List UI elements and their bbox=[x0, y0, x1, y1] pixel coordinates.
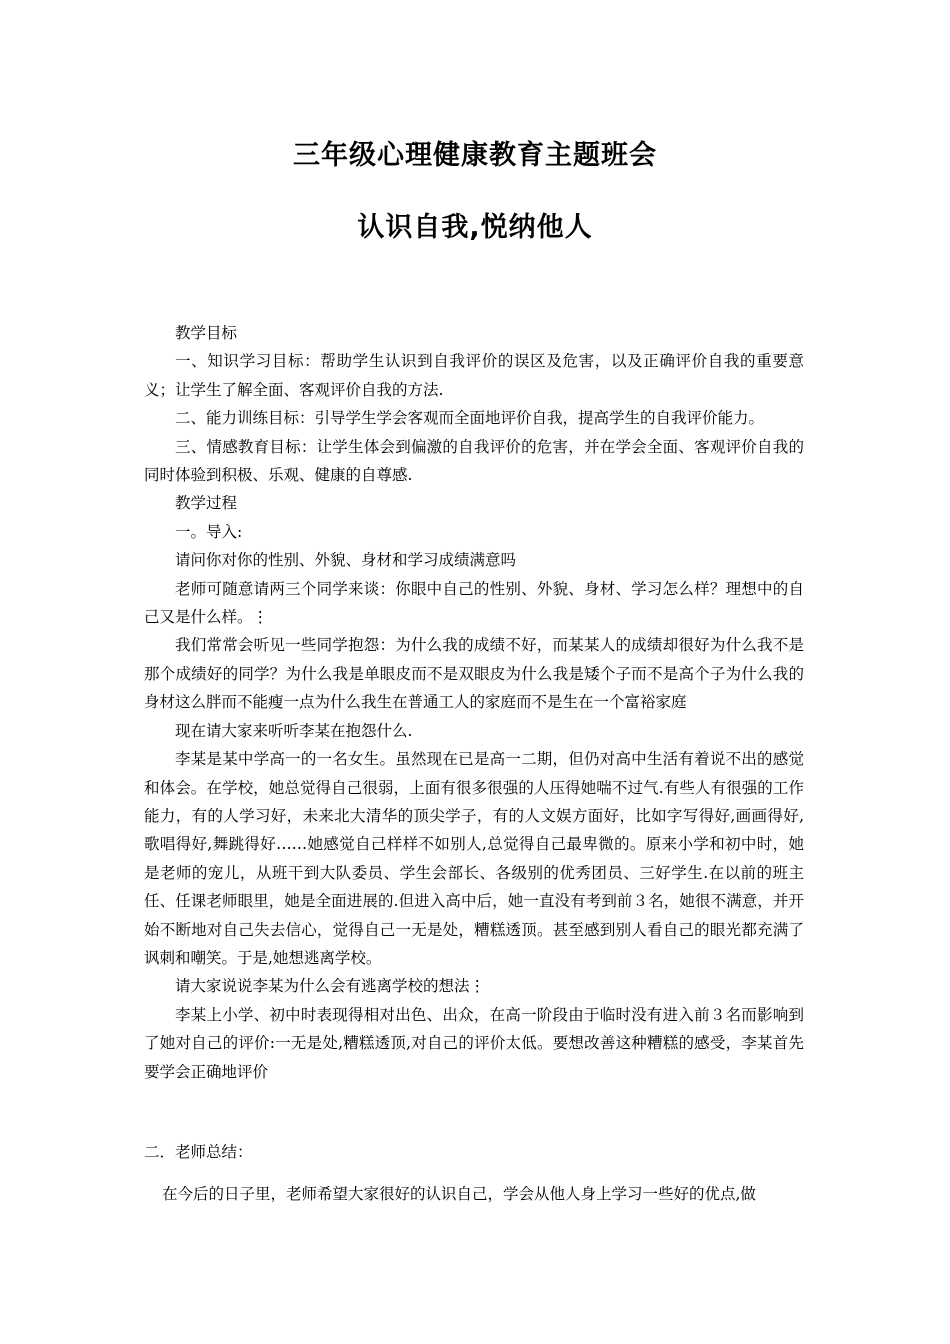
section-heading-teaching-goals: 教学目标 bbox=[175, 324, 238, 342]
paragraph-analysis: 李某上小学、初中时表现得相对出色、出众，在高一阶段由于临时没有进入前３名而影响到了她对自己的评价:一无是处,糟糕透顶,对自己的评价太低。要想改善这种糟糕的感受，李某首先要学会正确地评价 bbox=[144, 1005, 804, 1081]
paragraph-complaints: 我们常常会听见一些同学抱怨：为什么我的成绩不好，而某某人的成绩却很好为什么我不是那个成绩好的同学？为什么我是单眼皮而不是双眼皮为什么我是矮个子而不是高个子为什么我的身材这么胖而不能瘦一点为什么我生在普通工人的家庭而不是生在一个富裕家庭 bbox=[144, 636, 804, 712]
paragraph-closing: 在今后的日子里，老师希望大家很好的认识自己，学会从他人身上学习一些好的优点,做 bbox=[162, 1185, 756, 1203]
goal-ability: 二、能力训练目标：引导学生学会客观而全面地评价自我，提高学生的自我评价能力。 bbox=[175, 409, 765, 428]
step-intro: 一。导入: bbox=[175, 522, 243, 541]
goal-emotion: 三、情感教育目标：让学生体会到偏激的自我评价的危害，并在学会全面、客观评价自我的同时体验到积极、乐观、健康的自尊感. bbox=[144, 437, 804, 485]
paragraph-discussion-question: 请大家说说李某为什么会有逃离学校的想法⋮ bbox=[175, 977, 486, 996]
paragraph-story: 李某是某中学高一的一名女生。虽然现在已是高一二期，但仍对高中生活有着说不出的感觉和体会。在学校，她总觉得自己很弱，上面有很多很强的人压得她喘不过气.有些人有很强的工作能力，有的人学习好，未来北大清华的顶尖学子，有的人文娱方面好，比如字写得好,画画得好,歌唱得好,舞跳得好……她感觉自己样样不如别人,总觉得自己最卑微的。原来小学和初中时，她是老师的宠儿，从班干到大队委员、学生会部长、各级别的优秀团员、三好学生.在以前的班主任、任课老师眼里，她是全面进展的.但进入高中后，她一直没有考到前３名，她很不满意，并开始不断地对自己失去信心，觉得自己一无是处，糟糕透顶。甚至感到别人看自己的眼光都充满了讽刺和嘲笑。于是,她想逃离学校。 bbox=[144, 750, 804, 967]
section-heading-summary: 二．老师总结： bbox=[144, 1143, 253, 1161]
goal-knowledge: 一、知识学习目标：帮助学生认识到自我评价的误区及危害，以及正确评价自我的重要意义；让学生了解全面、客观评价自我的方法. bbox=[144, 352, 804, 399]
paragraph-teacher-invite: 老师可随意请两三个同学来谈：你眼中自己的性别、外貌、身材、学习怎么样？理想中的自己又是什么样。⋮ bbox=[144, 579, 804, 627]
paragraph-listen: 现在请大家来听听李某在抱怨什么. bbox=[175, 721, 413, 740]
document-subtitle: 认识自我,悦纳他人 bbox=[357, 212, 593, 243]
document-title: 三年级心理健康教育主题班会 bbox=[293, 140, 657, 171]
question-satisfaction: 请问你对你的性别、外貌、身材和学习成绩满意吗 bbox=[175, 551, 517, 570]
section-heading-teaching-process: 教学过程 bbox=[175, 494, 238, 513]
document-body bbox=[144, 319, 804, 1086]
